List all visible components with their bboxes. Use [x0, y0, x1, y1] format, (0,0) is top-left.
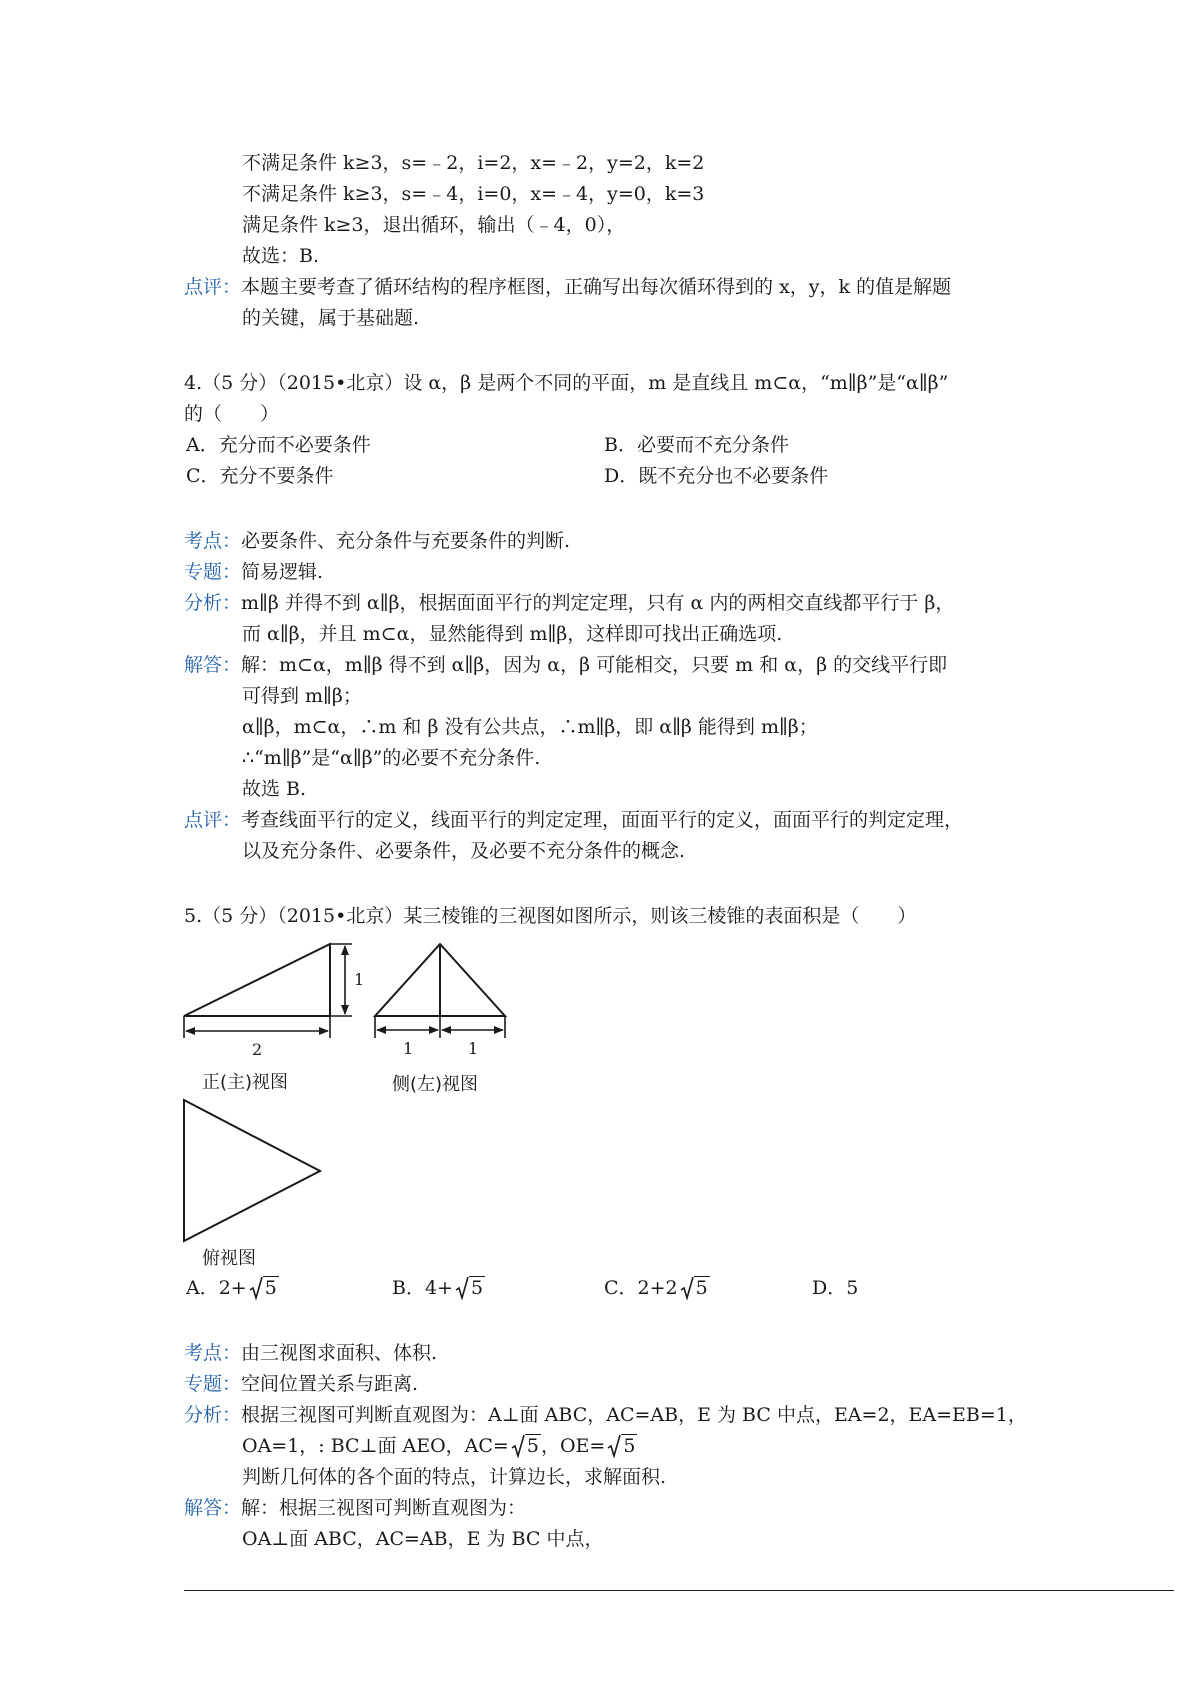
q5-option-b-radicand: 5 — [470, 1277, 484, 1299]
q4-jieda-line-5: 故选 B. — [242, 778, 307, 800]
q5-jieda-row — [184, 1495, 526, 1521]
q5-option-c-prefix: C．2+2 — [604, 1277, 678, 1299]
front-height-dim — [330, 944, 352, 1016]
q5-fenxi-line-2 — [242, 1433, 637, 1459]
q3-line-1: 不满足条件 k≥3，s=﹣2，i=2，x=﹣2，y=2，k=2 — [242, 152, 705, 174]
colon: ： — [222, 809, 242, 831]
q4-jieda-line-1: 解：m⊂α，m∥β 得不到 α∥β，因为 α，β 可能相交，只要 m 和 α，β 的交线平行即 — [241, 654, 948, 676]
q4-kaodian-text: 必要条件、充分条件与充要条件的判断. — [241, 530, 571, 552]
q4-dianping-row — [184, 807, 963, 833]
q5-option-b-prefix: B．4+ — [392, 1277, 453, 1299]
front-view-label: 正(主)视图 — [202, 1072, 289, 1093]
q4-jieda-label: 解答 — [184, 654, 223, 676]
colon: ： — [222, 1373, 242, 1395]
q5-zhuanti-text: 空间位置关系与距离. — [241, 1373, 419, 1395]
q5-zhuanti-label: 专题 — [184, 1373, 223, 1395]
q3-line-3: 满足条件 k≥3，退出循环，输出（﹣4，0）， — [242, 214, 626, 236]
footer-rule — [184, 1590, 1174, 1591]
q4-fenxi-label: 分析 — [184, 592, 223, 614]
q5-jieda-label: 解答 — [184, 1497, 223, 1519]
q5-option-a-radicand: 5 — [264, 1277, 277, 1299]
top-view-label: 俯视图 — [202, 1248, 256, 1269]
q5-fenxi-line-2-prefix: OA=1，: BC⊥面 AEO，AC= — [242, 1435, 509, 1457]
q5-option-b — [392, 1275, 485, 1301]
q3-line-4: 故选：B. — [242, 245, 320, 267]
q4-zhuanti-label: 专题 — [184, 561, 223, 583]
colon: ： — [222, 561, 242, 583]
q5-kaodian-row — [184, 1340, 437, 1366]
q4-jieda-line-2: 可得到 m∥β； — [242, 685, 362, 707]
q4-dianping-line-2: 以及充分条件、必要条件，及必要不充分条件的概念. — [242, 840, 686, 862]
q4-option-d: D．既不充分也不必要条件 — [604, 465, 829, 487]
colon: ： — [222, 654, 242, 676]
front-width-label: 2 — [252, 1040, 263, 1059]
q5-jieda-line-1: 解：根据三视图可判断直观图为： — [241, 1497, 527, 1519]
q5-option-c-radicand: 5 — [695, 1277, 708, 1299]
q4-dianping-label: 点评 — [184, 809, 223, 831]
q4-jieda-row — [184, 652, 947, 678]
q4-fenxi-line-2: 而 α∥β，并且 m⊂α，显然能得到 m∥β，这样即可找出正确选项. — [242, 623, 783, 645]
q4-kaodian-row — [184, 528, 570, 554]
q3-comment-row — [184, 274, 951, 300]
sqrt-symbol — [249, 1275, 279, 1301]
q5-fenxi-line-3: 判断几何体的各个面的特点，计算边长，求解面积. — [242, 1466, 667, 1488]
q4-fenxi-line-1: m∥β 并得不到 α∥β，根据面面平行的判定定理，只有 α 内的两相交直线都平行于 β， — [241, 592, 955, 614]
q4-zhuanti-row — [184, 559, 323, 585]
q5-fenxi-line-2-mid: ，OE= — [540, 1435, 606, 1457]
q3-line-2: 不满足条件 k≥3，s=﹣4，i=0，x=﹣4，y=0，k=3 — [242, 183, 705, 205]
q4-stem-line-1: 4.（5 分）（2015•北京）设 α，β 是两个不同的平面，m 是直线且 m⊂α，“m∥β”是“α∥β” — [184, 372, 949, 394]
front-view — [184, 944, 330, 1016]
q5-option-a — [186, 1275, 279, 1301]
top-view — [184, 1100, 320, 1241]
front-width-dim — [184, 1016, 330, 1038]
side-left-label: 1 — [403, 1039, 414, 1058]
side-view — [375, 944, 505, 1016]
q5-option-d: D．5 — [812, 1277, 859, 1299]
side-right-label: 1 — [468, 1039, 479, 1058]
q4-jieda-line-4: ∴“m∥β”是“α∥β”的必要不充分条件. — [242, 747, 541, 769]
side-width-dim — [375, 1016, 505, 1038]
q4-dianping-line-1: 考查线面平行的定义，线面平行的判定定理，面面平行的定义，面面平行的判定定理， — [241, 809, 964, 831]
sqrt-symbol — [455, 1275, 485, 1301]
q4-jieda-line-3: α∥β，m⊂α，∴m 和 β 没有公共点，∴m∥β，即 α∥β 能得到 m∥β； — [242, 716, 818, 738]
colon: ： — [222, 530, 242, 552]
sqrt-symbol — [680, 1275, 710, 1301]
q4-stem-line-2: 的（ ） — [184, 403, 280, 425]
q4-option-c: C．充分不要条件 — [186, 465, 334, 487]
q5-kaodian-text: 由三视图求面积、体积. — [241, 1342, 438, 1364]
q4-fenxi-row — [184, 590, 954, 616]
colon: ： — [222, 1404, 242, 1426]
q5-option-c — [604, 1275, 710, 1301]
sqrt-symbol — [607, 1433, 637, 1459]
q5-fenxi-radicand-1: 5 — [526, 1435, 539, 1457]
colon: ： — [222, 276, 242, 298]
side-view-label: 侧(左)视图 — [392, 1074, 479, 1095]
q4-kaodian-label: 考点 — [184, 530, 223, 552]
q3-comment-line-2: 的关键，属于基础题. — [242, 307, 420, 329]
q4-zhuanti-text: 简易逻辑. — [241, 561, 324, 583]
q5-jieda-line-2: OA⊥面 ABC，AC=AB，E 为 BC 中点， — [242, 1528, 604, 1550]
colon: ： — [222, 592, 242, 614]
sqrt-symbol — [511, 1433, 541, 1459]
q5-fenxi-label: 分析 — [184, 1404, 223, 1426]
q5-kaodian-label: 考点 — [184, 1342, 223, 1364]
q5-fenxi-radicand-2: 5 — [623, 1435, 636, 1457]
q3-comment-label: 点评 — [184, 276, 223, 298]
q5-option-a-prefix: A．2+ — [186, 1277, 247, 1299]
front-height-label: 1 — [354, 970, 365, 989]
q4-option-a: A．充分而不必要条件 — [186, 434, 371, 456]
q3-comment-line-1: 本题主要考查了循环结构的程序框图，正确写出每次循环得到的 x，y，k 的值是解题 — [241, 276, 952, 298]
q5-stem: 5.（5 分）（2015•北京）某三棱锥的三视图如图所示，则该三棱锥的表面积是（ ） — [184, 905, 917, 927]
three-view-figure — [170, 930, 590, 1270]
colon: ： — [222, 1497, 242, 1519]
q5-fenxi-row — [184, 1402, 1027, 1428]
q5-fenxi-line-1: 根据三视图可判断直观图为：A⊥面 ABC，AC=AB，E 为 BC 中点，EA=2，EA=EB=1， — [241, 1404, 1027, 1426]
colon: ： — [222, 1342, 242, 1364]
q4-option-b: B．必要而不充分条件 — [604, 434, 789, 456]
q5-zhuanti-row — [184, 1371, 418, 1397]
